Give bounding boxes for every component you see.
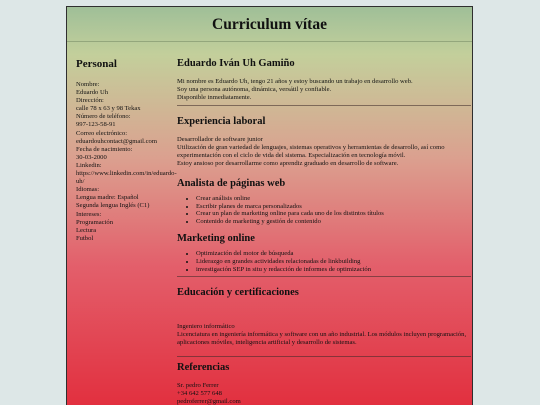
personal-line: Segunda lengua Inglés (C1) xyxy=(76,202,150,210)
page-title: Curriculum vítae xyxy=(212,16,327,33)
personal-line: Linkedin: xyxy=(76,161,102,169)
personal-details xyxy=(76,81,176,243)
personal-line: Dirección: xyxy=(76,97,104,105)
experience-line: Estoy ansioso por desarrollarme como aprendiz graduado en desarrollo de software. xyxy=(177,160,399,167)
list-item: • investigación SEP in situ y redacción de informes de optimización xyxy=(196,266,471,274)
section-divider xyxy=(177,276,471,277)
experience-line: Desarrollador de software junior xyxy=(177,136,263,143)
personal-line: Correo electrónico: xyxy=(76,129,128,137)
personal-line: Eduardo Uh xyxy=(76,89,109,97)
personal-line: Futbol xyxy=(76,234,94,242)
education-line: Ingeniero informático xyxy=(177,323,235,331)
list-item: • Liderazgo en grandes actividades relacionadas de linkbuilding xyxy=(196,258,471,266)
web-analyst-list xyxy=(177,195,471,225)
main-column xyxy=(177,58,471,405)
email-link[interactable]: eduardouhcontact@gmail.com xyxy=(76,137,157,145)
section-divider xyxy=(177,356,471,357)
experience-heading: Experiencia laboral xyxy=(177,116,266,127)
linkedin-link[interactable]: uh/ xyxy=(76,178,85,186)
references-body xyxy=(177,382,471,405)
personal-line: Lectura xyxy=(76,226,97,234)
education-heading: Educación y certificaciones xyxy=(177,287,299,299)
education-line: Licenciatura en ingeniería informática y software con un año industrial. Los módulos incluyen programación, aplicaciones móviles, inteligencia artificial y desarrollo de sistemas. xyxy=(177,331,467,347)
section-divider xyxy=(177,105,471,106)
experience-body xyxy=(177,136,471,168)
personal-line: Lengua madre: Español xyxy=(76,194,139,202)
list-item: • Contenido de marketing y gestión de contenido xyxy=(196,218,471,226)
list-item: • Escribir planes de marca personalizados xyxy=(196,203,471,211)
references-heading: Referencias xyxy=(177,362,230,374)
marketing-heading: Marketing online xyxy=(177,233,255,245)
profile-name: Eduardo Iván Uh Gamiño xyxy=(177,58,295,69)
reference-email[interactable]: pedroferrer@gmail.com xyxy=(177,398,241,405)
resume-page xyxy=(66,6,473,405)
reference-line: +34 642 577 648 xyxy=(177,390,222,398)
personal-line: Nombre: xyxy=(76,81,100,88)
list-item: • Crear análisis online xyxy=(196,195,471,203)
personal-line: 997-123-58-91 xyxy=(76,121,116,129)
personal-line: 30-03-2000 xyxy=(76,153,107,161)
personal-line: Fecha de nacimiento: xyxy=(76,145,133,153)
personal-heading: Personal xyxy=(76,58,117,70)
web-analyst-heading: Analista de páginas web xyxy=(177,178,286,189)
linkedin-link[interactable]: https://www.linkedin.com/in/eduardo- xyxy=(76,170,177,178)
reference-line: Sr. pedro Ferrer xyxy=(177,382,219,390)
personal-line: Idiomas: xyxy=(76,186,100,194)
education-body xyxy=(177,323,471,347)
profile-summary xyxy=(177,78,471,102)
title-divider xyxy=(67,41,472,42)
personal-line: Programación xyxy=(76,218,113,226)
profile-line: Disponible inmediatamente. xyxy=(177,94,252,101)
marketing-list xyxy=(177,250,471,273)
personal-line: Número de teléfono: xyxy=(76,113,131,121)
personal-line: Intereses: xyxy=(76,210,102,218)
list-item: • Optimización del motor de búsqueda xyxy=(196,250,471,258)
list-item: • Crear un plan de marketing online para cada uno de los distintos títulos xyxy=(196,210,471,218)
personal-sidebar xyxy=(76,58,176,243)
personal-line: calle 78 x 63 y 98 Tekax xyxy=(76,105,141,113)
profile-line: Soy una persona autónoma, dinámica, versátil y confiable. xyxy=(177,86,332,93)
experience-line: Utilización de gran variedad de lenguajes, sistemas operativos y herramientas de desarrollo, así como experimentación con el ciclo de vida del sistema. Especialización en tecnología móvil. xyxy=(177,144,445,159)
profile-line: Mi nombre es Eduardo Uh, tengo 21 años y estoy buscando un trabajo en desarrollo web. xyxy=(177,78,413,85)
